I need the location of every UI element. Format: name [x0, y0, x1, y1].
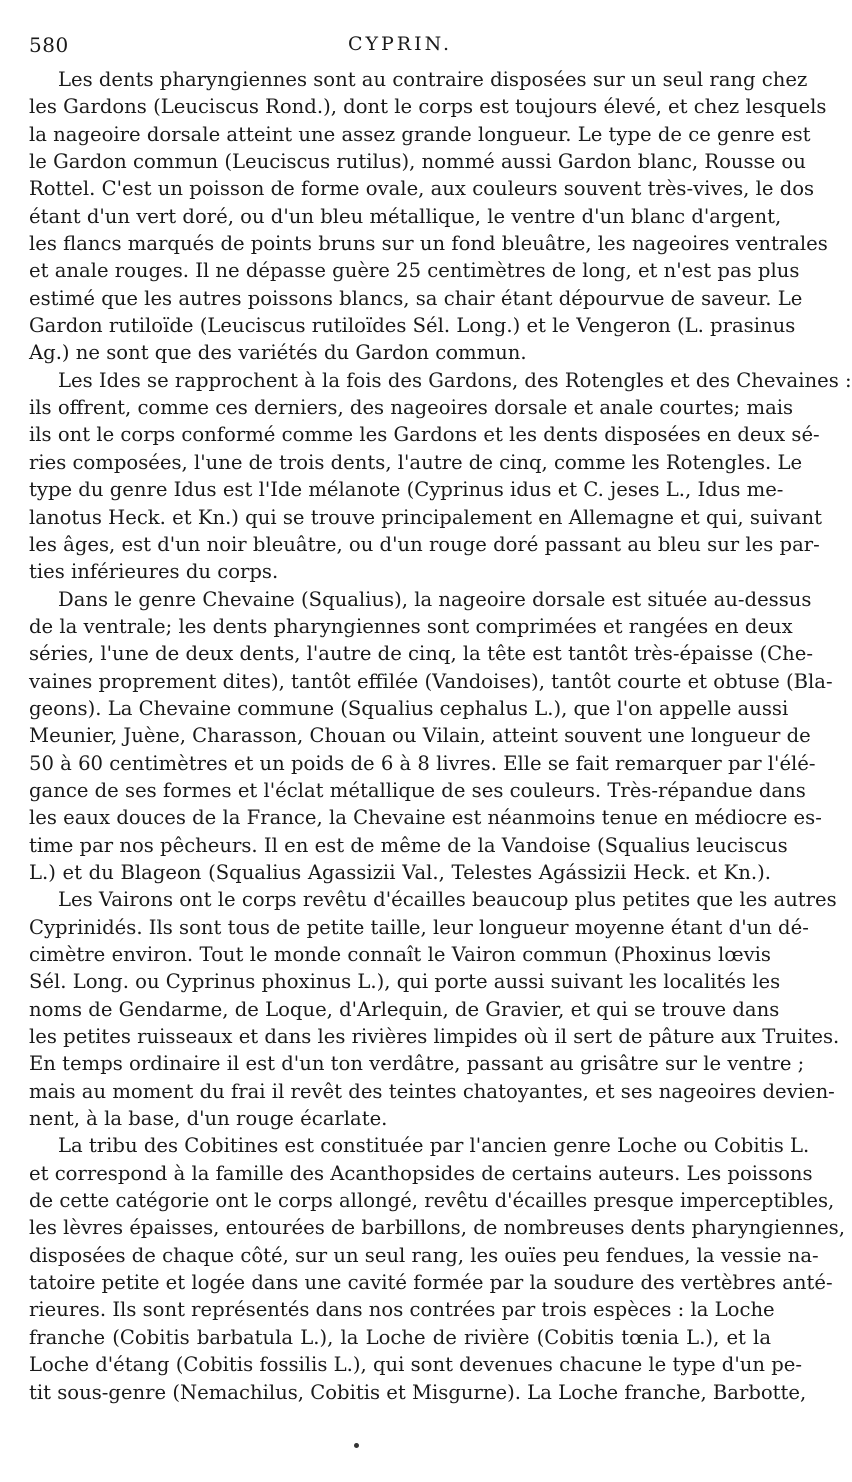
text-line: les lèvres épaisses, entourées de barbillons, de nombreuses dents pharyngiennes, [29, 1216, 845, 1240]
text-line: estimé que les autres poissons blancs, sa chair étant dépourvue de saveur. Le [29, 286, 803, 310]
text-line: les petites ruisseaux et dans les rivières limpides où il sert de pâture aux Truites. [29, 1025, 840, 1049]
text-line: disposées de chaque côté, sur un seul rang, les ouïes peu fendues, la vessie na- [29, 1243, 819, 1267]
text-line: le Gardon commun (Leuciscus rutilus), nommé aussi Gardon blanc, Rousse ou [29, 150, 806, 174]
text-line: Ag.) ne sont que des variétés du Gardon commun. [29, 341, 527, 365]
text-line: Gardon rutiloïde (Leuciscus rutiloïdes Sél. Long.) et le Vengeron (L. prasinus [29, 314, 796, 338]
text-line: Cyprinidés. Ils sont tous de petite taille, leur longueur moyenne étant d'un dé- [29, 915, 809, 939]
page-number: 580 [29, 33, 69, 57]
text-line: la nageoire dorsale atteint une assez grande longueur. Le type de ce genre est [29, 122, 811, 146]
text-line: ries composées, l'une de trois dents, l'autre de cinq, comme les Rotengles. Le [29, 450, 803, 474]
text-line: noms de Gendarme, de Loque, d'Arlequin, de Gravier, et qui se trouve dans [29, 997, 780, 1021]
text-line: séries, l'une de deux dents, l'autre de cinq, la tête est tantôt très-épaisse (Che- [29, 642, 813, 666]
text-line: étant d'un vert doré, ou d'un bleu métallique, le ventre d'un blanc d'argent, [29, 204, 782, 228]
text-line: Les Ides se rapprochent à la fois des Gardons, des Rotengles et des Chevaines : [58, 368, 852, 392]
text-line: Les dents pharyngiennes sont au contraire disposées sur un seul rang chez [58, 68, 808, 91]
text-line: Les Vairons ont le corps revêtu d'écailles beaucoup plus petites que les autres [58, 888, 837, 912]
text-line: Rottel. C'est un poisson de forme ovale, aux couleurs souvent très-vives, le dos [29, 177, 815, 201]
text-line: mais au moment du frai il revêt des teintes chatoyantes, et ses nageoires devien- [29, 1079, 835, 1103]
running-title: CYPRIN. [347, 33, 453, 55]
text-line: les Gardons (Leuciscus Rond.), dont le corps est toujours élevé, et chez lesquels [29, 95, 827, 119]
text-line: time par nos pêcheurs. Il en est de même de la Vandoise (Squalius leuciscus [29, 833, 788, 857]
text-line: les eaux douces de la France, la Chevaine est néanmoins tenue en médiocre es- [29, 806, 822, 830]
text-line: type du genre Idus est l'Ide mélanote (Cyprinus idus et C. jeses L., Idus me- [29, 478, 784, 502]
text-line: lanotus Heck. et Kn.) qui se trouve principalement en Allemagne et qui, suivant [29, 505, 823, 529]
text-line: rieures. Ils sont représentés dans nos contrées par trois espèces : la Loche [29, 1298, 775, 1322]
text-line: vaines proprement dites), tantôt effilée (Vandoises), tantôt courte et obtuse (Bla- [29, 669, 833, 693]
body-text [29, 66, 852, 1406]
text-line: Meunier, Juène, Charasson, Chouan ou Vilain, atteint souvent une longueur de [29, 724, 811, 748]
page-header [29, 33, 771, 57]
text-line: ils offrent, comme ces derniers, des nageoires dorsale et anale courtes; mais [29, 396, 794, 420]
text-line: Loche d'étang (Cobitis fossilis L.), qui sont devenues chacune le type d'un pe- [29, 1353, 802, 1377]
text-line: les âges, est d'un noir bleuâtre, ou d'un rouge doré passant au bleu sur les par- [29, 532, 820, 556]
text-line: tit sous-genre (Nemachilus, Cobitis et Misgurne). La Loche franche, Barbotte, [29, 1380, 807, 1404]
ink-dot [354, 1443, 359, 1448]
text-line: et correspond à la famille des Acanthopsides de certains auteurs. Les poissons [29, 1161, 813, 1185]
text-line: franche (Cobitis barbatula L.), la Loche de rivière (Cobitis tœnia L.), et la [29, 1325, 771, 1349]
text-line: En temps ordinaire il est d'un ton verdâtre, passant au grisâtre sur le ventre ; [29, 1052, 805, 1076]
text-line: La tribu des Cobitines est constituée par l'ancien genre Loche ou Cobitis L. [58, 1134, 810, 1158]
text-line: et anale rouges. Il ne dépasse guère 25 centimètres de long, et n'est pas plus [29, 259, 800, 283]
text-line: 50 à 60 centimètres et un poids de 6 à 8 livres. Elle se fait remarquer par l'élé- [29, 751, 816, 775]
text-line: de cette catégorie ont le corps allongé, revêtu d'écailles presque imperceptibles, [29, 1189, 835, 1213]
text-line: ils ont le corps conformé comme les Gardons et les dents disposées en deux sé- [29, 423, 820, 447]
text-line: ties inférieures du corps. [29, 560, 279, 584]
text-line: cimètre environ. Tout le monde connaît le Vairon commun (Phoxinus lœvis [29, 943, 771, 966]
text-line: geons). La Chevaine commune (Squalius cephalus L.), que l'on appelle aussi [29, 696, 789, 720]
text-line: Sél. Long. ou Cyprinus phoxinus L.), qui porte aussi suivant les localités les [29, 970, 781, 994]
text-line: gance de ses formes et l'éclat métallique de ses couleurs. Très-répandue dans [29, 778, 806, 802]
text-line: de la ventrale; les dents pharyngiennes sont comprimées et rangées en deux [29, 614, 793, 638]
text-line: nent, à la base, d'un rouge écarlate. [29, 1107, 388, 1131]
text-line: les flancs marqués de points bruns sur un fond bleuâtre, les nageoires ventrales [29, 232, 828, 256]
text-line: tatoire petite et logée dans une cavité formée par la soudure des vertèbres anté- [29, 1271, 833, 1295]
text-line: Dans le genre Chevaine (Squalius), la nageoire dorsale est située au-dessus [58, 587, 812, 611]
text-line: L.) et du Blageon (Squalius Agassizii Val., Telestes Agássizii Heck. et Kn.). [29, 860, 771, 884]
